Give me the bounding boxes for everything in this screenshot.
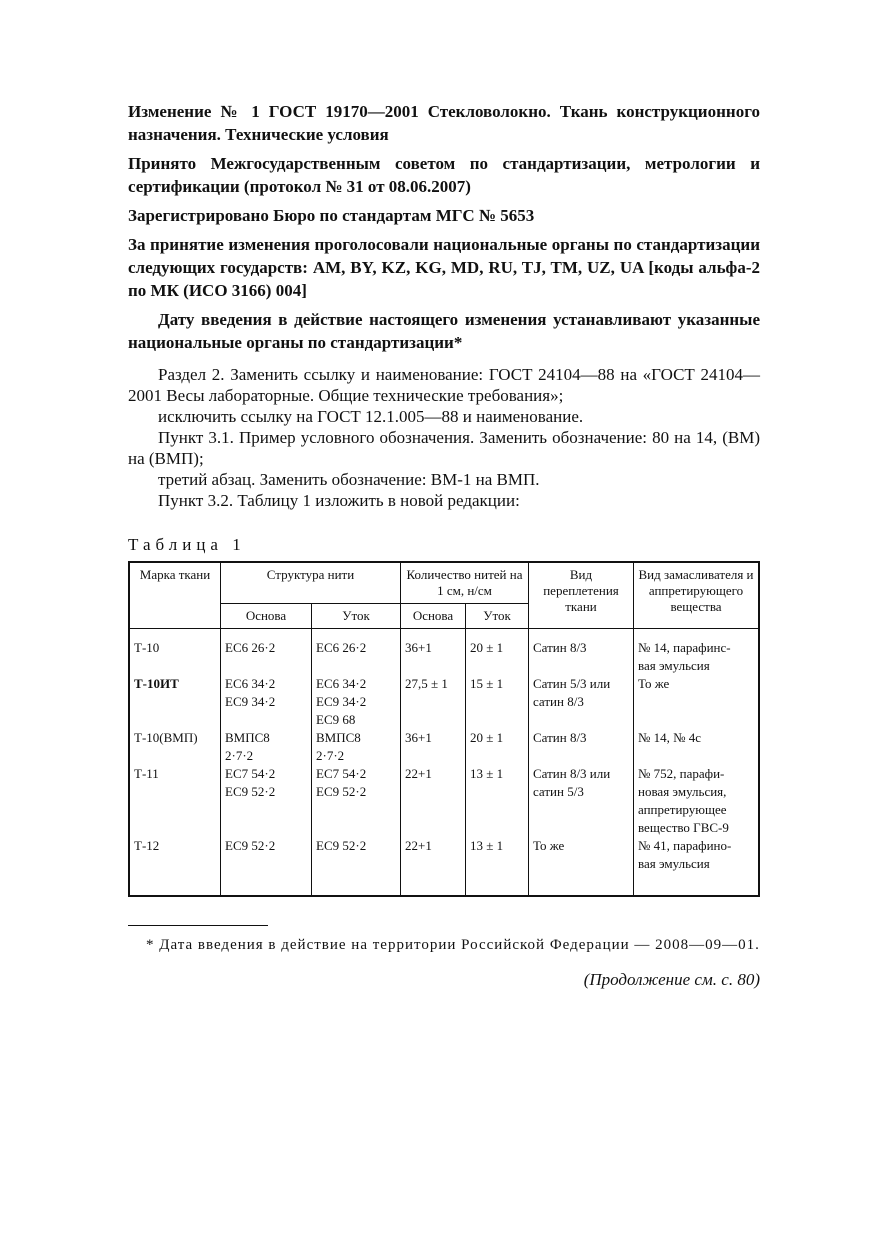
cell-sizing-line: № 752, парафи- [638, 766, 725, 781]
cell-sizing-line: № 14, парафинс- [638, 640, 731, 655]
cell-weave-line: Сатин 8/3 [533, 730, 587, 745]
table-row [129, 765, 759, 837]
cell-warp-line: ЕС6 34·2 [225, 676, 276, 691]
cell-sizing [634, 629, 760, 676]
table-row [129, 629, 759, 676]
cell-count-weft-line: 13 ± 1 [470, 838, 504, 853]
cell-weft-line: ЕС6 34·2 [316, 676, 367, 691]
cell-sizing-line: То же [638, 676, 670, 691]
footnote: * Дата введения в действие на территории Российской Федерации — 2008—09—01. [146, 937, 760, 953]
fabric-table [128, 561, 760, 897]
cell-weave-line: сатин 8/3 [533, 694, 584, 709]
third-paragraph: третий абзац. Заменить обозначение: ВМ-1 на ВМП. [158, 470, 540, 489]
cell-grade-line: Т-10ИТ [134, 676, 179, 691]
cell-count-warp-line: 27,5 ± 1 [405, 676, 448, 691]
cell-count-warp [401, 837, 466, 896]
header-weave: Вид переплетения ткани [529, 562, 634, 629]
cell-weft-line: ЕС9 68 [316, 712, 356, 727]
header-count-weft: Уток [466, 604, 529, 629]
cell-count-weft [466, 675, 529, 729]
cell-weave-line: Сатин 8/3 [533, 640, 587, 655]
cell-weft [312, 837, 401, 896]
cell-weave [529, 629, 634, 676]
header-warp: Основа [221, 604, 312, 629]
clause-3-2-paragraph: Пункт 3.2. Таблицу 1 изложить в новой редакции: [158, 491, 520, 510]
cell-weft [312, 765, 401, 837]
cell-weave-line: Сатин 8/3 или [533, 766, 611, 781]
amendment-title: Изменение № 1 ГОСТ 19170—2001 Стекловолокно. Ткань конструкционного назначения. Технические условия [128, 102, 760, 144]
cell-sizing-line: вещество ГВС-9 [638, 820, 729, 835]
exclude-paragraph: исключить ссылку на ГОСТ 12.1.005—88 и наименование. [158, 407, 584, 426]
date-intro-note: Дату введения в действие настоящего изменения устанавливают указанные национальные органы по стандартизации* [128, 310, 760, 352]
voted-note: За принятие изменения проголосовали национальные органы по стандартизации следующих государств: AM, BY, KZ, KG, MD, RU, TJ, TM, UZ, UA [коды альфа-2 по МК (ИСО 3166) 004] [128, 235, 760, 300]
cell-warp-line: ЕС6 26·2 [225, 640, 276, 655]
section-2-paragraph [128, 364, 760, 406]
cell-count-warp-line: 36+1 [405, 730, 432, 745]
cell-sizing-line: новая эмульсия, [638, 784, 727, 799]
cell-weave [529, 765, 634, 837]
header-count-warp: Основа [401, 604, 466, 629]
cell-sizing-line: № 14, № 4с [638, 730, 702, 745]
cell-warp-line: ВМПС8 [225, 730, 270, 745]
cell-weft [312, 675, 401, 729]
cell-grade-line: Т-11 [134, 766, 159, 781]
cell-count-weft-line: 20 ± 1 [470, 730, 504, 745]
cell-weft-line: ВМПС8 [316, 730, 361, 745]
cell-warp [221, 765, 312, 837]
cell-sizing [634, 837, 760, 896]
header-structure: Структура нити [221, 562, 401, 604]
cell-sizing-line: вая эмульсия [638, 856, 710, 871]
cell-count-warp-line: 36+1 [405, 640, 432, 655]
cell-sizing-line: № 41, парафино- [638, 838, 732, 853]
footnote-rule [128, 925, 268, 926]
cell-weft-line: ЕС7 54·2 [316, 766, 367, 781]
cell-weft-line: 2·7·2 [316, 748, 345, 763]
cell-sizing [634, 675, 760, 729]
section-2-text: Заменить ссылку и наименование: ГОСТ 24104—88 на «ГОСТ 24104—2001 Весы лабораторные. Общие технические требования»; [128, 365, 760, 405]
cell-warp-line: ЕС9 52·2 [225, 838, 276, 853]
cell-weave [529, 837, 634, 896]
section-2-lead: Раздел 2. [158, 365, 225, 384]
cell-weft [312, 629, 401, 676]
table-row [129, 729, 759, 765]
adopted-note: Принято Межгосударственным советом по стандартизации, метрологии и сертификации (протокол № 31 от 08.06.2007) [128, 154, 760, 196]
cell-grade [129, 675, 221, 729]
cell-weave-line: Сатин 5/3 или [533, 676, 611, 691]
cell-weft-line: ЕС6 26·2 [316, 640, 367, 655]
cell-grade [129, 729, 221, 765]
amendment-body [128, 364, 760, 511]
cell-weft-line: ЕС9 52·2 [316, 784, 367, 799]
cell-count-weft [466, 765, 529, 837]
cell-count-weft-line: 13 ± 1 [470, 766, 504, 781]
cell-count-warp [401, 765, 466, 837]
header-grade: Марка ткани [129, 562, 221, 629]
continuation-note: (Продолжение см. с. 80) [583, 970, 760, 989]
clause-3-1-paragraph: Пункт 3.1. Пример условного обозначения. Заменить обозначение: 80 на 14, (ВМ) на (ВМП); [128, 428, 760, 468]
cell-sizing [634, 765, 760, 837]
cell-grade-line: Т-12 [134, 838, 160, 853]
cell-warp-line: ЕС7 54·2 [225, 766, 276, 781]
cell-warp-line: 2·7·2 [225, 748, 254, 763]
cell-count-weft [466, 629, 529, 676]
registered-note: Зарегистрировано Бюро по стандартам МГС № 5653 [128, 206, 535, 225]
cell-grade [129, 837, 221, 896]
cell-sizing-line: вая эмульсия [638, 658, 710, 673]
cell-count-weft-line: 15 ± 1 [470, 676, 504, 691]
cell-sizing-line: аппретирующее [638, 802, 727, 817]
header-weft: Уток [312, 604, 401, 629]
cell-weft-line: ЕС9 52·2 [316, 838, 367, 853]
cell-warp [221, 837, 312, 896]
cell-sizing [634, 729, 760, 765]
cell-count-warp [401, 729, 466, 765]
cell-warp [221, 629, 312, 676]
cell-weave [529, 675, 634, 729]
cell-warp-line: ЕС9 52·2 [225, 784, 276, 799]
cell-count-warp-line: 22+1 [405, 766, 432, 781]
table-caption: Таблица 1 [128, 535, 246, 554]
document-page [128, 100, 760, 990]
cell-weave-line: сатин 5/3 [533, 784, 584, 799]
cell-weft-line: ЕС9 34·2 [316, 694, 367, 709]
cell-weft [312, 729, 401, 765]
table-row [129, 837, 759, 896]
cell-count-warp [401, 629, 466, 676]
cell-count-warp [401, 675, 466, 729]
cell-count-weft [466, 837, 529, 896]
cell-grade [129, 765, 221, 837]
cell-count-warp-line: 22+1 [405, 838, 432, 853]
cell-grade-line: Т-10(ВМП) [134, 730, 198, 745]
cell-weave-line: То же [533, 838, 565, 853]
cell-count-weft [466, 729, 529, 765]
cell-warp [221, 675, 312, 729]
cell-warp-line: ЕС9 34·2 [225, 694, 276, 709]
header-count: Количество нитей на 1 см, н/см [401, 562, 529, 604]
header-sizing: Вид замасливателя и аппретирующего вещества [634, 562, 760, 629]
table-row [129, 675, 759, 729]
cell-grade [129, 629, 221, 676]
cell-weave [529, 729, 634, 765]
cell-count-weft-line: 20 ± 1 [470, 640, 504, 655]
cell-warp [221, 729, 312, 765]
cell-grade-line: Т-10 [134, 640, 160, 655]
